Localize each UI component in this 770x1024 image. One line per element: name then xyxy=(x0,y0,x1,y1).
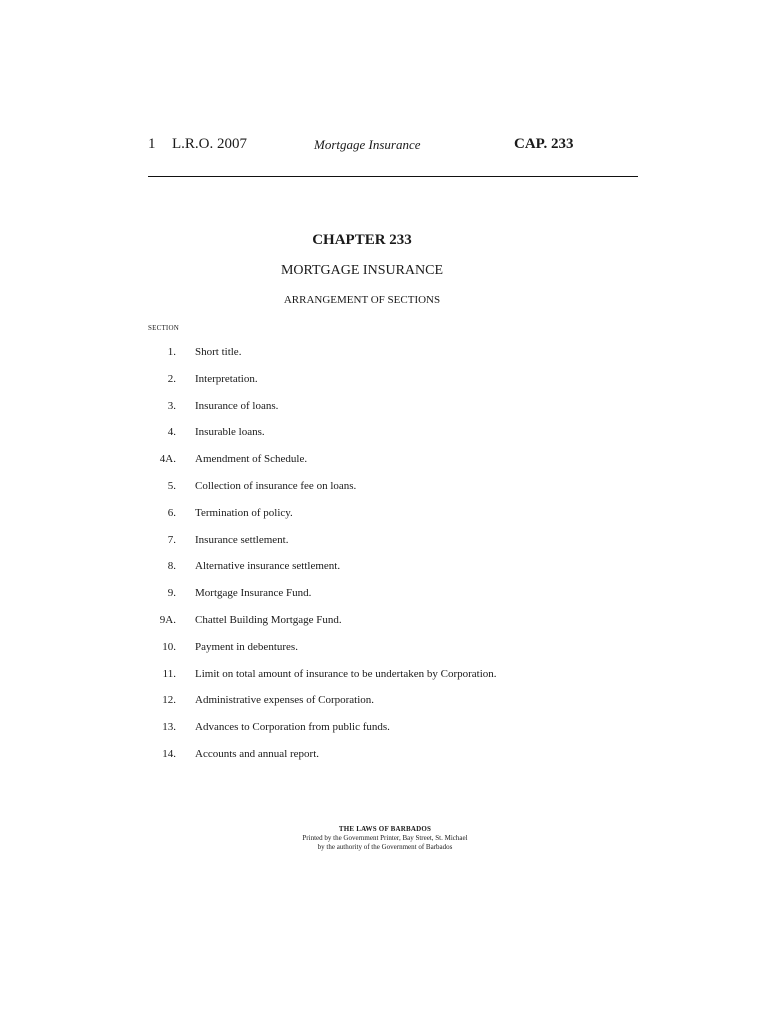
footer-title: THE LAWS OF BARBADOS xyxy=(338,825,432,833)
section-entry xyxy=(148,614,638,641)
page-number: 1 xyxy=(148,136,156,152)
footer-printer-line: Printed by the Government Printer, Bay Street, St. Michael xyxy=(302,834,468,842)
page-footer xyxy=(0,825,770,852)
footer-authority-line: by the authority of the Government of Barbados xyxy=(317,843,453,851)
section-title: Limit on total amount of insurance to be undertaken by Corporation. xyxy=(195,667,497,680)
lro-edition: L.R.O. 2007 xyxy=(172,136,247,152)
section-entry xyxy=(148,426,638,453)
section-title: Payment in debentures. xyxy=(195,640,298,653)
section-number: 9A. xyxy=(159,613,176,626)
page-header xyxy=(148,136,638,158)
section-entry xyxy=(148,373,638,400)
section-entry xyxy=(148,748,638,775)
section-title: Mortgage Insurance Fund. xyxy=(195,587,312,600)
section-entry xyxy=(148,534,638,561)
section-title: Accounts and annual report. xyxy=(195,747,320,760)
running-title: Mortgage Insurance xyxy=(314,137,421,152)
sections-list xyxy=(148,346,638,775)
section-number: 6. xyxy=(167,506,176,519)
section-number: 12. xyxy=(162,694,176,707)
section-number: 2. xyxy=(167,372,176,385)
section-entry xyxy=(148,641,638,668)
section-title: Insurable loans. xyxy=(195,426,265,439)
section-number: 8. xyxy=(167,560,176,573)
section-title: Short title. xyxy=(195,346,242,358)
section-entry xyxy=(148,346,638,373)
section-entry xyxy=(148,507,638,534)
section-title: Alternative insurance settlement. xyxy=(195,560,341,573)
section-title: Chattel Building Mortgage Fund. xyxy=(195,613,342,626)
section-number: 1. xyxy=(167,346,176,358)
section-number: 9. xyxy=(167,587,176,600)
section-entry xyxy=(148,694,638,721)
section-title: Interpretation. xyxy=(195,372,258,385)
section-column-label: SECTION xyxy=(148,324,179,332)
section-title: Amendment of Schedule. xyxy=(195,453,308,466)
section-number: 5. xyxy=(167,479,176,492)
section-number: 4. xyxy=(167,426,176,439)
section-entry xyxy=(148,560,638,587)
section-title: Administrative expenses of Corporation. xyxy=(195,694,375,707)
arrangement-heading: ARRANGEMENT OF SECTIONS xyxy=(283,294,441,306)
section-entry xyxy=(148,480,638,507)
header-rule xyxy=(148,176,638,177)
section-entry xyxy=(148,453,638,480)
cap-number: CAP. 233 xyxy=(514,136,574,152)
section-number: 11. xyxy=(162,667,176,680)
section-title: Advances to Corporation from public funds. xyxy=(195,721,390,734)
section-entry xyxy=(148,721,638,748)
section-title: Termination of policy. xyxy=(195,506,293,519)
act-name: MORTGAGE INSURANCE xyxy=(280,263,444,278)
section-number: 4A. xyxy=(159,453,176,466)
section-number: 13. xyxy=(162,721,176,734)
section-entry xyxy=(148,587,638,614)
section-number: 3. xyxy=(167,399,176,412)
section-entry xyxy=(148,668,638,695)
section-entry xyxy=(148,400,638,427)
section-number: 7. xyxy=(167,533,176,546)
section-title: Insurance of loans. xyxy=(195,399,279,412)
chapter-heading: CHAPTER 233 xyxy=(312,232,412,248)
section-number: 14. xyxy=(162,747,176,760)
section-title: Collection of insurance fee on loans. xyxy=(195,479,357,492)
section-number: 10. xyxy=(162,640,176,653)
section-title: Insurance settlement. xyxy=(195,533,289,546)
